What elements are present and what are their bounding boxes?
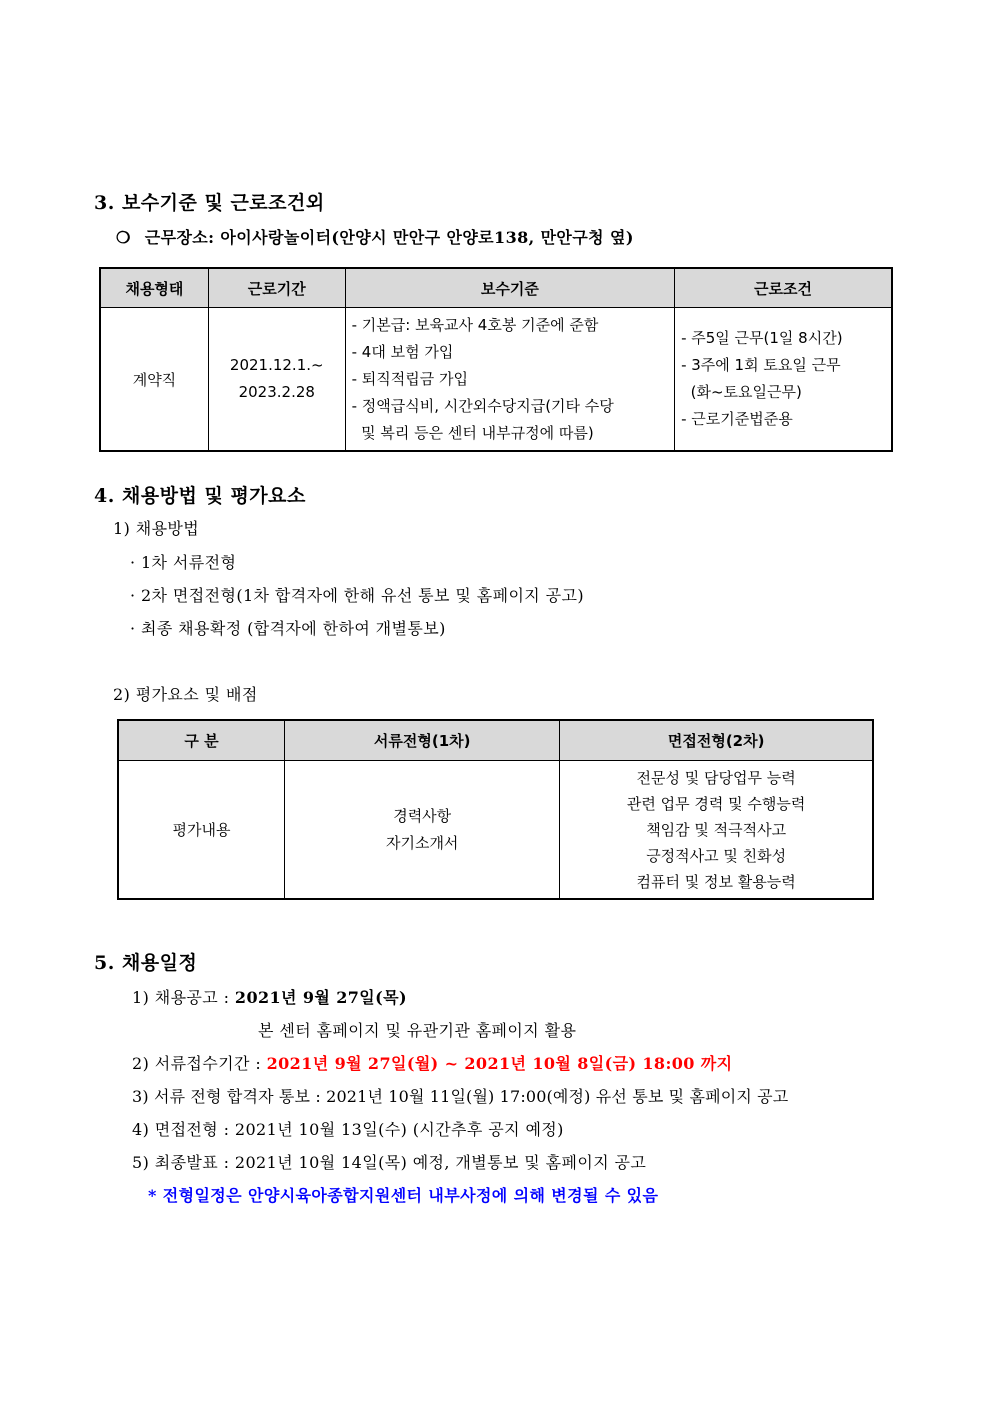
table-row — [118, 761, 873, 900]
schedule-label: 2) 서류접수기간 : — [132, 1054, 267, 1073]
condition-item: - 주5일 근무(1일 8시간) — [681, 329, 843, 347]
conditions-cell — [675, 308, 892, 452]
doc-items-cell — [285, 761, 560, 900]
employment-type-cell: 계약직 — [100, 308, 208, 452]
eval-title: 2) 평가요소 및 배점 — [113, 685, 258, 704]
table-row — [100, 308, 892, 452]
interview-item: 전문성 및 담당업무 능력 — [636, 768, 796, 787]
doc-item: 자기소개서 — [385, 833, 459, 852]
pay-item: - 4대 보험 가입 — [351, 342, 454, 361]
method-item: · 최종 채용확정 (합격자에 한하여 개별통보) — [130, 619, 446, 638]
pay-item: 및 복리 등은 센터 내부규정에 따름) — [351, 423, 594, 442]
period-cell — [208, 308, 345, 452]
schedule-item-3: 3) 서류 전형 합격자 통보 : 2021년 10월 11일(월) 17:00(예정) 유선 통보 및 홈페이지 공고 — [132, 1087, 789, 1106]
table-header-row — [118, 720, 873, 761]
schedule-item-5: 5) 최종발표 : 2021년 10월 14일(목) 예정, 개별통보 및 홈페이지 공고 — [132, 1153, 647, 1172]
schedule-value-highlight: 2021년 9월 27일(월) ~ 2021년 10월 8일(금) 18:00 까지 — [266, 1054, 733, 1073]
schedule-item-2 — [132, 1051, 733, 1074]
method-item: · 1차 서류전형 — [130, 553, 237, 572]
header-category: 구 분 — [118, 720, 285, 761]
header-interview: 면접전형(2차) — [560, 720, 873, 761]
section3-heading: 3. 보수기준 및 근로조건외 — [94, 192, 325, 214]
interview-items-cell — [560, 761, 873, 900]
schedule-item-1-sub: 본 센터 홈페이지 및 유관기관 홈페이지 활용 — [258, 1021, 577, 1040]
interview-item: 관련 업무 경력 및 수행능력 — [626, 794, 806, 813]
interview-item: 긍정적사고 및 친화성 — [646, 846, 787, 865]
doc-item: 경력사항 — [393, 806, 452, 825]
period-end: 2023.2.28 — [238, 383, 315, 401]
section4-heading: 4. 채용방법 및 평가요소 — [94, 485, 306, 507]
pay-item: - 정액급식비, 시간외수당지급(기타 수당 — [351, 396, 614, 415]
table-header-row — [100, 268, 892, 308]
schedule-item-4: 4) 면접전형 : 2021년 10월 13일(수) (시간추후 공지 예정) — [132, 1120, 564, 1139]
eval-row-label: 평가내용 — [118, 761, 285, 900]
pay-item: - 퇴직적립금 가입 — [351, 369, 468, 388]
condition-item: - 근로기준법준용 — [681, 410, 793, 428]
header-conditions: 근로조건 — [675, 268, 892, 308]
pay-item: - 기본급: 보육교사 4호봉 기준에 준함 — [351, 315, 599, 334]
header-employment-type: 채용형태 — [100, 268, 208, 308]
header-pay: 보수기준 — [345, 268, 674, 308]
schedule-item-1 — [132, 985, 407, 1008]
interview-item: 책임감 및 적극적사고 — [646, 820, 787, 839]
circle-bullet-icon: ❍ — [116, 228, 131, 247]
header-document-screening: 서류전형(1차) — [285, 720, 560, 761]
work-location — [116, 225, 634, 248]
period-start: 2021.12.1.~ — [229, 356, 324, 374]
pay-conditions-table — [99, 267, 893, 452]
interview-item: 컴퓨터 및 정보 활용능력 — [636, 872, 796, 891]
header-period: 근로기간 — [208, 268, 345, 308]
method-title: 1) 채용방법 — [113, 519, 200, 538]
method-item: · 2차 면접전형(1차 합격자에 한해 유선 통보 및 홈페이지 공고) — [130, 586, 584, 605]
work-location-text: 근무장소: 아이사랑놀이터(안양시 만안구 안양로138, 만안구청 옆) — [144, 228, 634, 247]
section5-heading: 5. 채용일정 — [94, 952, 198, 974]
evaluation-table — [117, 719, 874, 900]
condition-item: - 3주에 1회 토요일 근무 — [681, 356, 841, 374]
pay-cell — [345, 308, 674, 452]
condition-item: (화~토요일근무) — [681, 383, 802, 401]
schedule-value: 2021년 9월 27일(목) — [234, 988, 407, 1007]
schedule-note: * 전형일정은 안양시육아종합지원센터 내부사정에 의해 변경될 수 있음 — [148, 1186, 659, 1205]
schedule-label: 1) 채용공고 : — [132, 988, 235, 1007]
